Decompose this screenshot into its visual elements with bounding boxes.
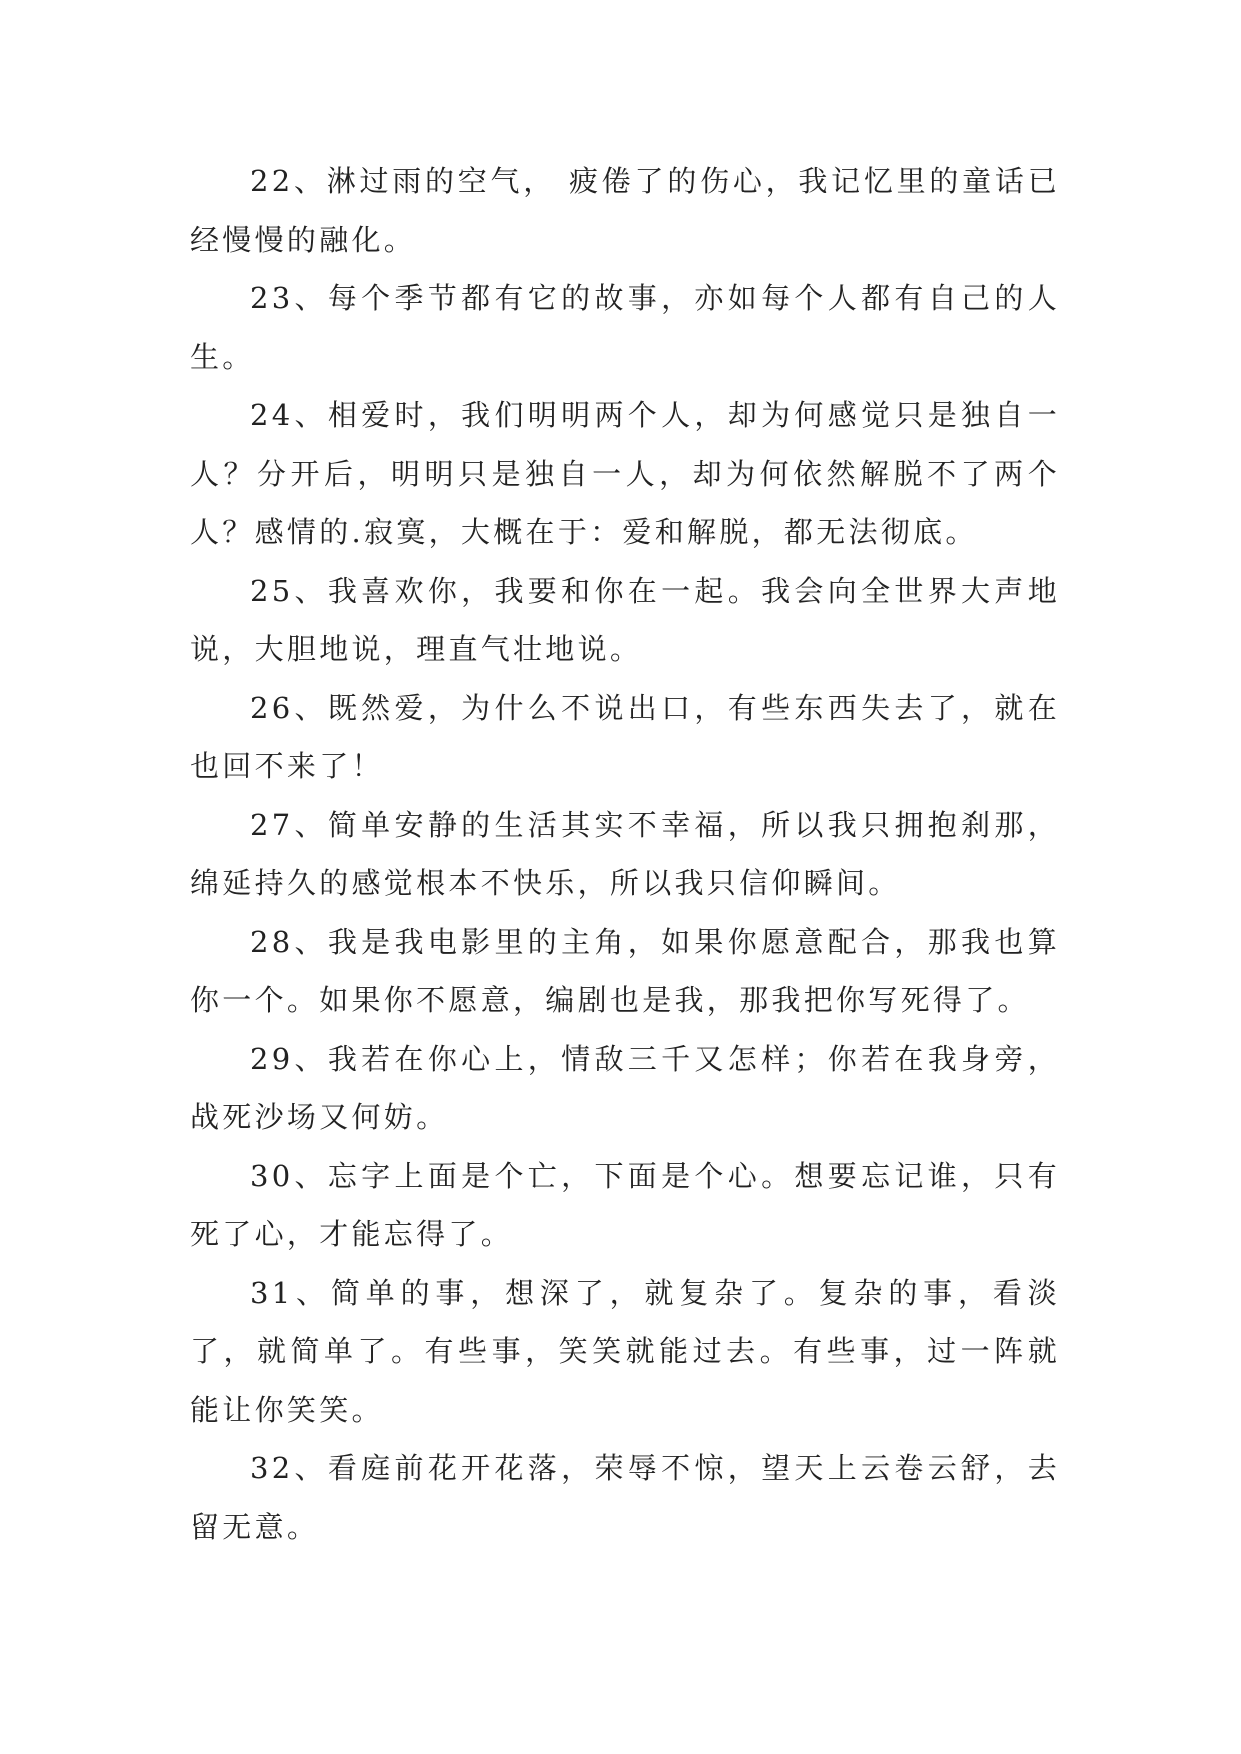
paragraph-26: 26、既然爱，为什么不说出口，有些东西失去了，就在也回不来了！ — [190, 690, 1060, 783]
paragraph-22: 22、淋过雨的空气， 疲倦了的伤心，我记忆里的童话已经慢慢的融化。 — [190, 164, 1060, 257]
paragraph-31: 31、简单的事，想深了，就复杂了。复杂的事，看淡了，就简单了。有些事，笑笑就能过去。有些事，过一阵就能让你笑笑。 — [190, 1275, 1060, 1427]
paragraph-30: 30、忘字上面是个亡，下面是个心。想要忘记谁，只有死了心，才能忘得了。 — [190, 1158, 1060, 1251]
paragraph-24: 24、相爱时，我们明明两个人，却为何感觉只是独自一人？分开后，明明只是独自一人，却为何依然解脱不了两个人？感情的.寂寞，大概在于：爱和解脱，都无法彻底。 — [190, 398, 1060, 549]
paragraph-32: 32、看庭前花开花落，荣辱不惊，望天上云卷云舒，去留无意。 — [190, 1451, 1060, 1544]
document-body — [190, 152, 1060, 1556]
paragraph-27: 27、简单安静的生活其实不幸福，所以我只拥抱刹那，绵延持久的感觉根本不快乐，所以我只信仰瞬间。 — [190, 807, 1060, 900]
paragraph-28: 28、我是我电影里的主角，如果你愿意配合，那我也算你一个。如果你不愿意，编剧也是我，那我把你写死得了。 — [190, 924, 1060, 1017]
paragraph-25: 25、我喜欢你，我要和你在一起。我会向全世界大声地说，大胆地说，理直气壮地说。 — [190, 573, 1060, 666]
paragraph-29: 29、我若在你心上，情敌三千又怎样；你若在我身旁，战死沙场又何妨。 — [190, 1041, 1060, 1134]
paragraph-23: 23、每个季节都有它的故事，亦如每个人都有自己的人生。 — [190, 281, 1060, 374]
